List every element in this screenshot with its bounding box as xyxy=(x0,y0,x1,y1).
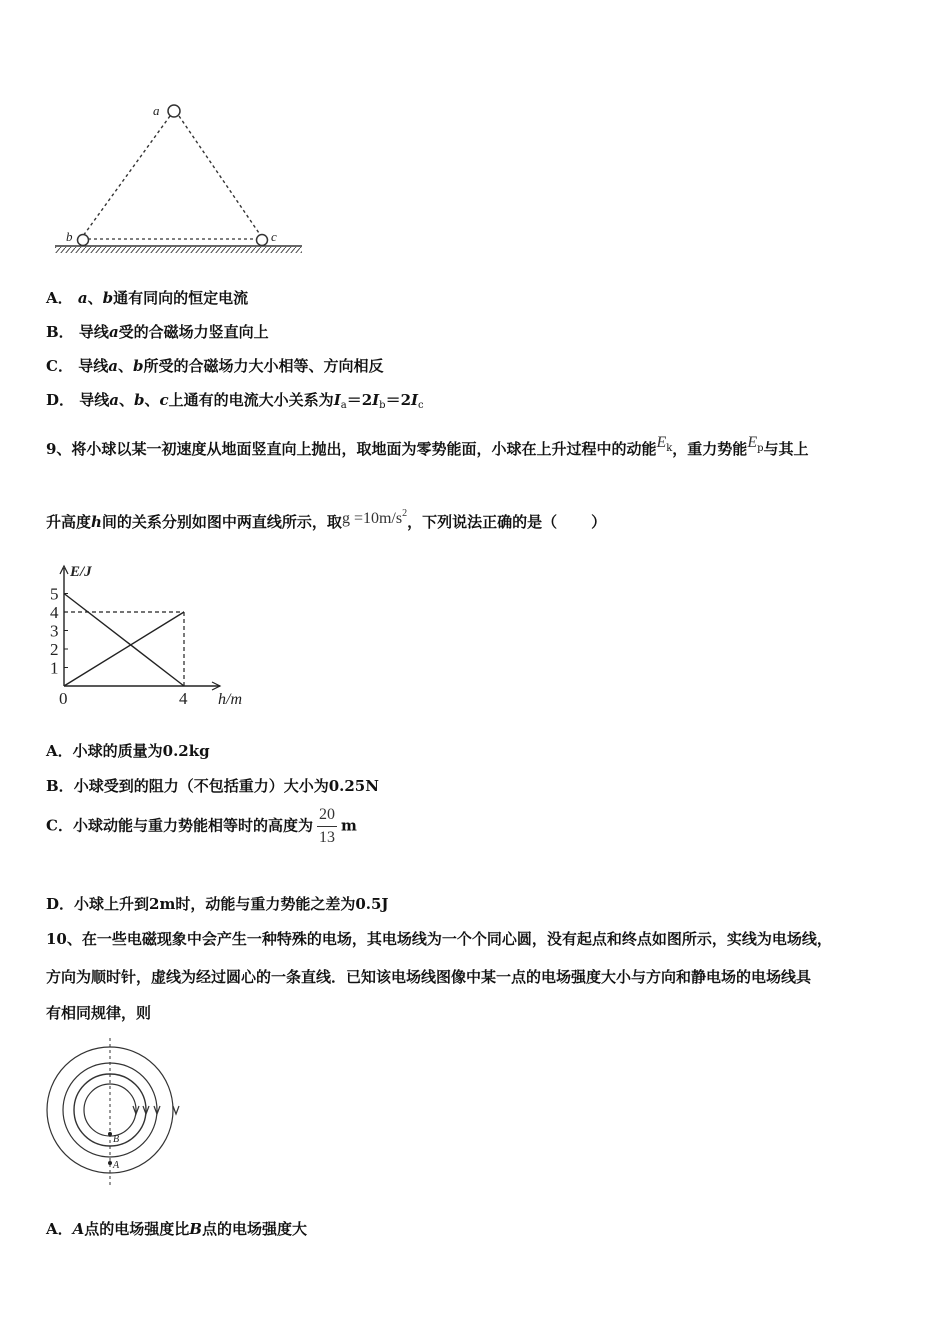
q9-option-d[interactable]: D．小球上升到2m时，动能与重力势能之差为0.5J xyxy=(46,895,389,913)
label-c: c xyxy=(271,229,277,244)
y-tick-label: 1 xyxy=(50,658,59,678)
label-point-b: B xyxy=(113,1134,120,1145)
y-tick-label: 5 xyxy=(50,584,59,604)
wire-link-ab xyxy=(83,116,170,236)
q9-stem-line1: 9、将小球以某一初速度从地面竖直向上抛出，取地面为零势能面，小球在上升过程中的动能$E^k$，重力势能$E^p$与其上 xyxy=(46,434,809,458)
option-letter: C． xyxy=(46,816,73,835)
y-tick-label: 3 xyxy=(50,621,59,641)
label-b: b xyxy=(66,229,73,244)
series-line-1 xyxy=(64,594,184,687)
wire-link-ac xyxy=(179,116,261,236)
q10-stem-line1: 10、在一些电磁现象中会产生一种特殊的电场，其电场线为一个个同心圆，没有起点和终点如图所示，实线为电场线， xyxy=(46,930,832,948)
wire-b xyxy=(78,235,89,246)
series-line-2 xyxy=(64,612,184,686)
triangle-wires-figure xyxy=(50,98,310,258)
ground-hatch xyxy=(55,247,302,253)
option-letter: D． xyxy=(46,391,75,409)
q8-option-b[interactable]: B． 导线a受的合磁场力竖直向上 xyxy=(46,323,269,341)
x-axis-label: h/m xyxy=(218,691,242,708)
wire-a xyxy=(168,105,180,117)
q8-option-a[interactable]: A． a、b通有同向的恒定电流 xyxy=(46,289,249,307)
option-letter: A． xyxy=(46,289,73,307)
energy-height-chart xyxy=(40,560,270,720)
option-letter: A． xyxy=(46,742,73,760)
option-letter: C． xyxy=(46,357,73,375)
q9-stem-line2: 升高度h间的关系分别如图中两直线所示，取$g =10m/s^2$，下列说法正确的是（ ） xyxy=(46,508,607,531)
q8-option-c[interactable]: C． 导线a、b所受的合磁场力大小相等、方向相反 xyxy=(46,357,384,375)
y-axis-label: E/J xyxy=(70,564,92,580)
label-a: a xyxy=(153,103,160,118)
option-letter: B． xyxy=(46,323,74,341)
y-tick-label: 2 xyxy=(50,640,59,659)
label-point-a: A xyxy=(113,1160,120,1171)
ek-symbol: E xyxy=(656,434,667,451)
option-letter: D． xyxy=(46,895,75,913)
wire-c xyxy=(257,235,268,246)
concentric-field-figure xyxy=(40,1030,190,1190)
x-tick-label: 4 xyxy=(179,689,188,708)
option-letter: B． xyxy=(46,777,74,795)
point-a-dot xyxy=(108,1161,112,1165)
g-value: $g =10m/s^2$ xyxy=(341,508,408,527)
x-tick-label: 0 xyxy=(59,689,68,708)
q9-option-a[interactable]: A．小球的质量为0.2kg xyxy=(46,742,210,760)
arrow-icon xyxy=(173,1106,179,1114)
q10-stem-line3: 有相同规律，则 xyxy=(46,1004,152,1022)
point-b-dot xyxy=(108,1132,112,1136)
option-letter: A． xyxy=(46,1220,73,1238)
q10-stem-line2: 方向为顺时针，虚线为经过圆心的一条直线．已知该电场线图像中某一点的电场强度大小与方向和静电场的电场线具 xyxy=(46,968,812,986)
y-tick-label: 4 xyxy=(50,603,59,622)
q9-option-b[interactable]: B．小球受到的阻力（不包括重力）大小为0.25N xyxy=(46,777,379,795)
q8-option-d[interactable]: D． 导线a、b、c上通有的电流大小关系为$I_a=2I_b=2I_c$ xyxy=(46,391,424,411)
q9-option-c[interactable]: C．小球动能与重力势能相等时的高度为 $\frac{20}{13}$ m xyxy=(46,806,357,846)
ep-symbol: E xyxy=(747,434,758,451)
fraction: $\frac{20}{13}$ xyxy=(318,806,335,846)
q10-option-a[interactable]: A．A点的电场强度比B点的电场强度大 xyxy=(46,1220,307,1238)
